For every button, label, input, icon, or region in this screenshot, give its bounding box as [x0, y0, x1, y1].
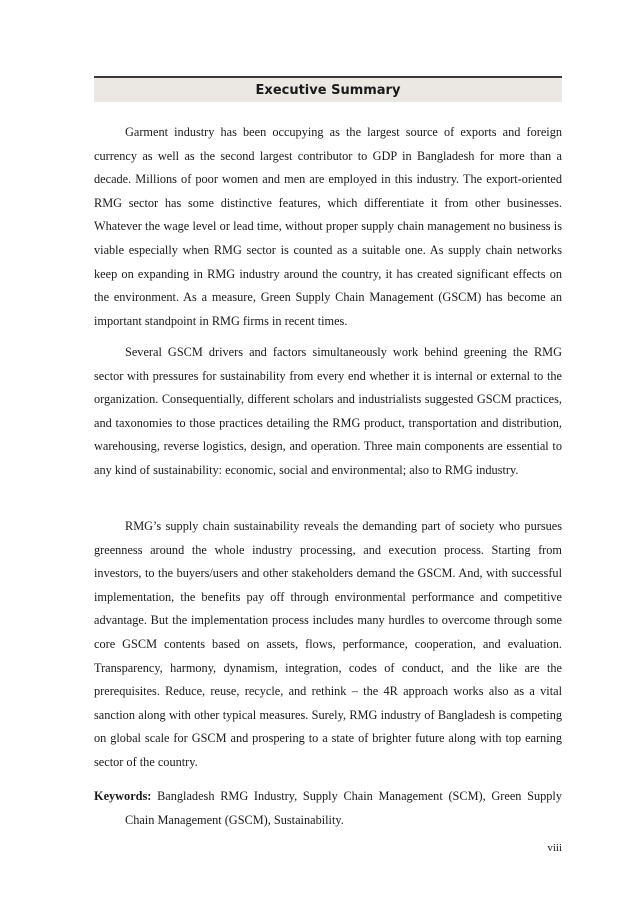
- keywords-line: [94, 785, 562, 832]
- page-number: viii: [547, 842, 562, 854]
- paragraph-2: Several GSCM drivers and factors simultaneously work behind greening the RMG sector with pressures for sustainability from every end whether it is internal or external to the organization. Consequentially, different scholars and industrialists suggested GSCM practices, and taxonomies to those practices detailing the RMG product, transportation and distribution, warehousing, reverse logistics, design, and operation. Three main components are essential to any kind of sustainability: economic, social and environmental; also to RMG industry.: [94, 345, 562, 477]
- section-heading-bar: [94, 76, 562, 102]
- keywords-label: Keywords:: [94, 789, 152, 803]
- section-heading: Executive Summary: [255, 82, 401, 98]
- keywords-text: Bangladesh RMG Industry, Supply Chain Management (SCM), Green Supply Chain Management (GSCM), Sustainability.: [125, 789, 562, 827]
- paragraph-3: RMG’s supply chain sustainability reveals the demanding part of society who pursues greenness around the whole industry processing, and execution process. Starting from investors, to the buyers/users and other stakeholders demand the GSCM. And, with successful implementation, the benefits pay off through environmental performance and competitive advantage. But the implementation process includes many hurdles to overcome through some core GSCM contents based on assets, flows, performance, cooperation, and evaluation. Transparency, harmony, dynamism, integration, codes of conduct, and the like are the prerequisites. Reduce, reuse, recycle, and rethink – the 4R approach works also as a vital sanction along with other typical measures. Surely, RMG industry of Bangladesh is competing on global scale for GSCM and prospering to a state of brighter future along with top earning sector of the country.: [94, 519, 562, 769]
- paragraph-1: Garment industry has been occupying as the largest source of exports and foreign currency as well as the second largest contributor to GDP in Bangladesh for more than a decade. Millions of poor women and men are employed in this industry. The export-oriented RMG sector has some distinctive features, which differentiate it from other businesses. Whatever the wage level or lead time, without proper supply chain management no business is viable especially when RMG sector is counted as a suitable one. As supply chain networks keep on expanding in RMG industry around the country, it has created significant effects on the environment. As a measure, Green Supply Chain Management (GSCM) has become an important standpoint in RMG firms in recent times.: [94, 125, 562, 328]
